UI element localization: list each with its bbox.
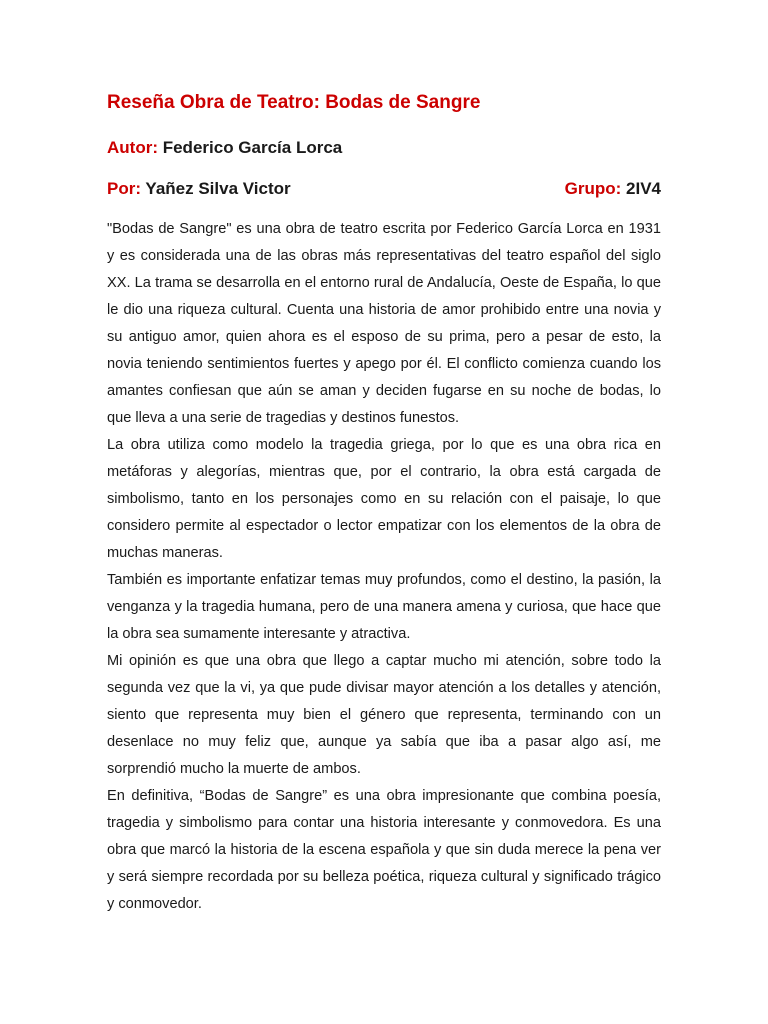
paragraph-opinion: Mi opinión es que una obra que llego a captar mucho mi atención, sobre todo la segunda vez que la vi, ya que pude divisar mayor atención a los detalles y atención, siento que representa muy bien el género que representa, terminando con un desenlace no muy feliz que, aunque ya sabía que iba a pasar algo así, me sorprendió mucho la muerte de ambos. xyxy=(107,653,661,777)
paragraph-analysis: La obra utiliza como modelo la tragedia griega, por lo que es una obra rica en metáforas y alegorías, mientras que, por el contrario, la obra está cargada de simbolismo, tanto en los personajes como en su relación con el paisaje, lo que considero permite al espectador o lector empatizar con los elementos de la obra de muchas maneras. xyxy=(107,437,661,561)
paragraph-conclusion: En definitiva, “Bodas de Sangre” es una obra impresionante que combina poesía, tragedia y simbolismo para contar una historia interesante y conmovedora. Es una obra que marcó la historia de la escena española y que sin duda merece la pena ver y será siempre recordada por su belleza poética, riqueza cultural y significado trágico y conmovedor. xyxy=(107,788,661,912)
group-value: 2IV4 xyxy=(626,179,661,198)
student-label: Por: xyxy=(107,179,141,198)
review-body xyxy=(107,216,661,918)
paragraph-intro: "Bodas de Sangre" es una obra de teatro escrita por Federico García Lorca en 1931 y es considerada una de las obras más representativas del teatro español del siglo XX. La trama se desarrolla en el entorno rural de Andalucía, Oeste de España, lo que le dio una riqueza cultural. Cuenta una historia de amor prohibido entre una novia y su antiguo amor, quien ahora es el esposo de su prima, pero a pesar de esto, la novia teniendo sentimientos fuertes y apego por él. El conflicto comienza cuando los amantes confiesan que aún se aman y deciden fugarse en su noche de bodas, lo que lleva a una serie de tragedias y destinos funestos. xyxy=(107,221,661,426)
paragraph-themes: También es importante enfatizar temas muy profundos, como el destino, la pasión, la venganza y la tragedia humana, pero de una manera amena y curiosa, que hace que la obra sea sumamente interesante y atractiva. xyxy=(107,572,661,642)
student-line xyxy=(107,179,661,199)
document-title: Reseña Obra de Teatro: Bodas de Sangre xyxy=(107,92,481,113)
student-name: Yañez Silva Victor xyxy=(145,179,291,198)
document-page xyxy=(107,0,661,1024)
group-info xyxy=(565,179,661,199)
author-line xyxy=(107,138,661,158)
author-name: Federico García Lorca xyxy=(162,138,343,157)
author-label: Autor: xyxy=(107,138,158,157)
group-label: Grupo: xyxy=(564,179,622,198)
